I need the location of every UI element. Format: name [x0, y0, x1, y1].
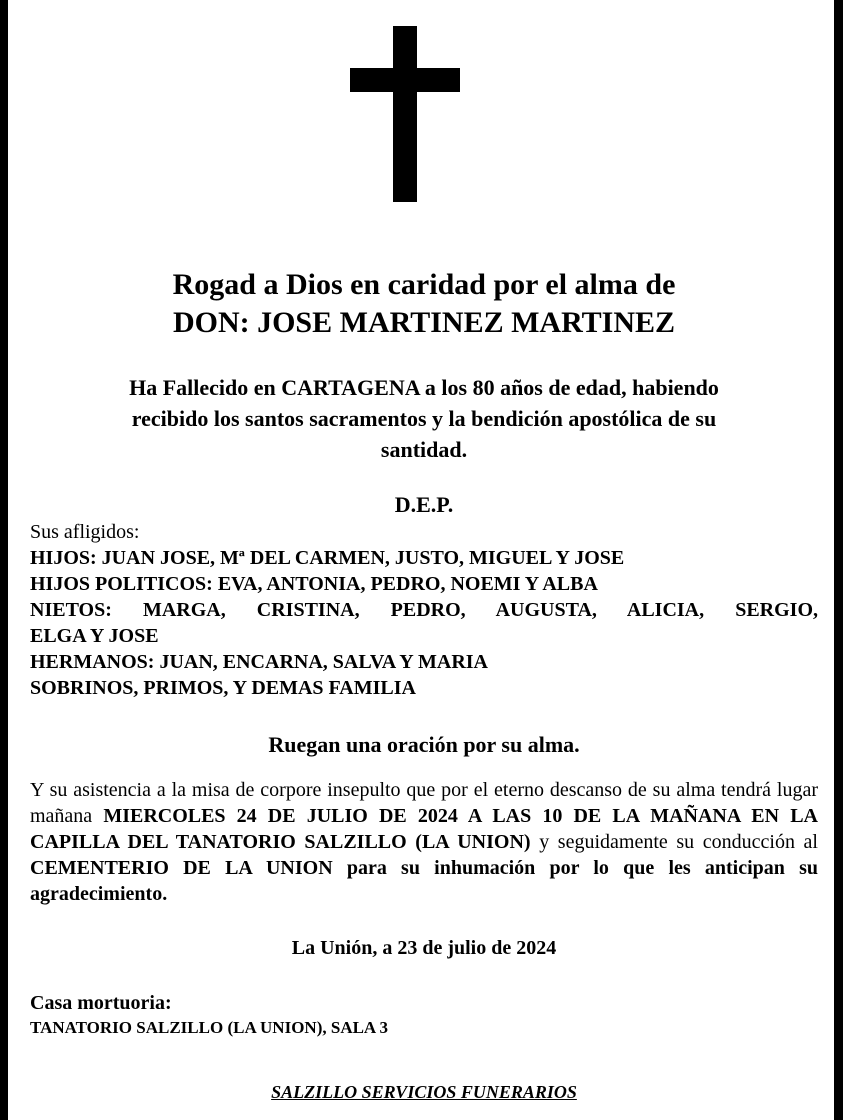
funeral-company-signature: SALZILLO SERVICIOS FUNERARIOS [271, 1082, 577, 1102]
deceased-name: DON: JOSE MARTINEZ MARTINEZ [172, 306, 676, 339]
funeral-home-label: Casa mortuoria: [30, 992, 172, 1014]
mass-date-place: MIERCOLES 24 DE JULIO DE 2024 A LAS 10 DE LA MAÑANA EN LA CAPILLA DEL TANATORIO SALZILLO (LA UNION) [30, 805, 818, 853]
notice-date: La Unión, a 23 de julio de 2024 [291, 937, 557, 959]
death-notice-text [30, 372, 818, 465]
left-border [0, 0, 8, 1120]
right-border [834, 0, 843, 1120]
intro-line-2: recibido los santos sacramentos y la bendición apostólica de su [131, 406, 717, 431]
cross-icon [350, 26, 460, 202]
mourners-hijos: HIJOS: JUAN JOSE, Mª DEL CARMEN, JUSTO, MIGUEL Y JOSE [30, 547, 625, 569]
mass-text-1: Y su asistencia a la misa de corpore insepulto que por el eterno descanso de su alma tendrá lugar mañana [30, 779, 818, 827]
funeral-home-value: TANATORIO SALZILLO (LA UNION), SALA 3 [30, 1018, 389, 1037]
prayer-request: Ruegan una oración por su alma. [268, 732, 580, 757]
mourners-label: Sus afligidos: [30, 521, 140, 543]
burial-details: CEMENTERIO DE LA UNION para su inhumación por lo que les anticipan su agradecimiento. [30, 857, 818, 905]
mourners-sobrinos: SOBRINOS, PRIMOS, Y DEMAS FAMILIA [30, 677, 416, 699]
title-line-1: Rogad a Dios en caridad por el alma de [172, 268, 676, 301]
mass-details [30, 777, 818, 907]
intro-line-3: santidad. [380, 437, 468, 462]
mourners-hermanos: HERMANOS: JUAN, ENCARNA, SALVA Y MARIA [30, 651, 488, 673]
mourners-list [30, 519, 818, 701]
dep-heading: D.E.P. [394, 492, 454, 517]
mourners-nietos-1: NIETOS: MARGA, CRISTINA, PEDRO, AUGUSTA, ALICIA, SERGIO, [30, 599, 818, 621]
mourners-nietos-2: ELGA Y JOSE [30, 625, 159, 647]
intro-line-1: Ha Fallecido en CARTAGENA a los 80 años de edad, habiendo [129, 375, 719, 400]
mass-text-2: y seguidamente su conducción al [530, 831, 818, 853]
obituary-title [30, 266, 818, 342]
mourners-hijos-politicos: HIJOS POLITICOS: EVA, ANTONIA, PEDRO, NOEMI Y ALBA [30, 573, 598, 595]
